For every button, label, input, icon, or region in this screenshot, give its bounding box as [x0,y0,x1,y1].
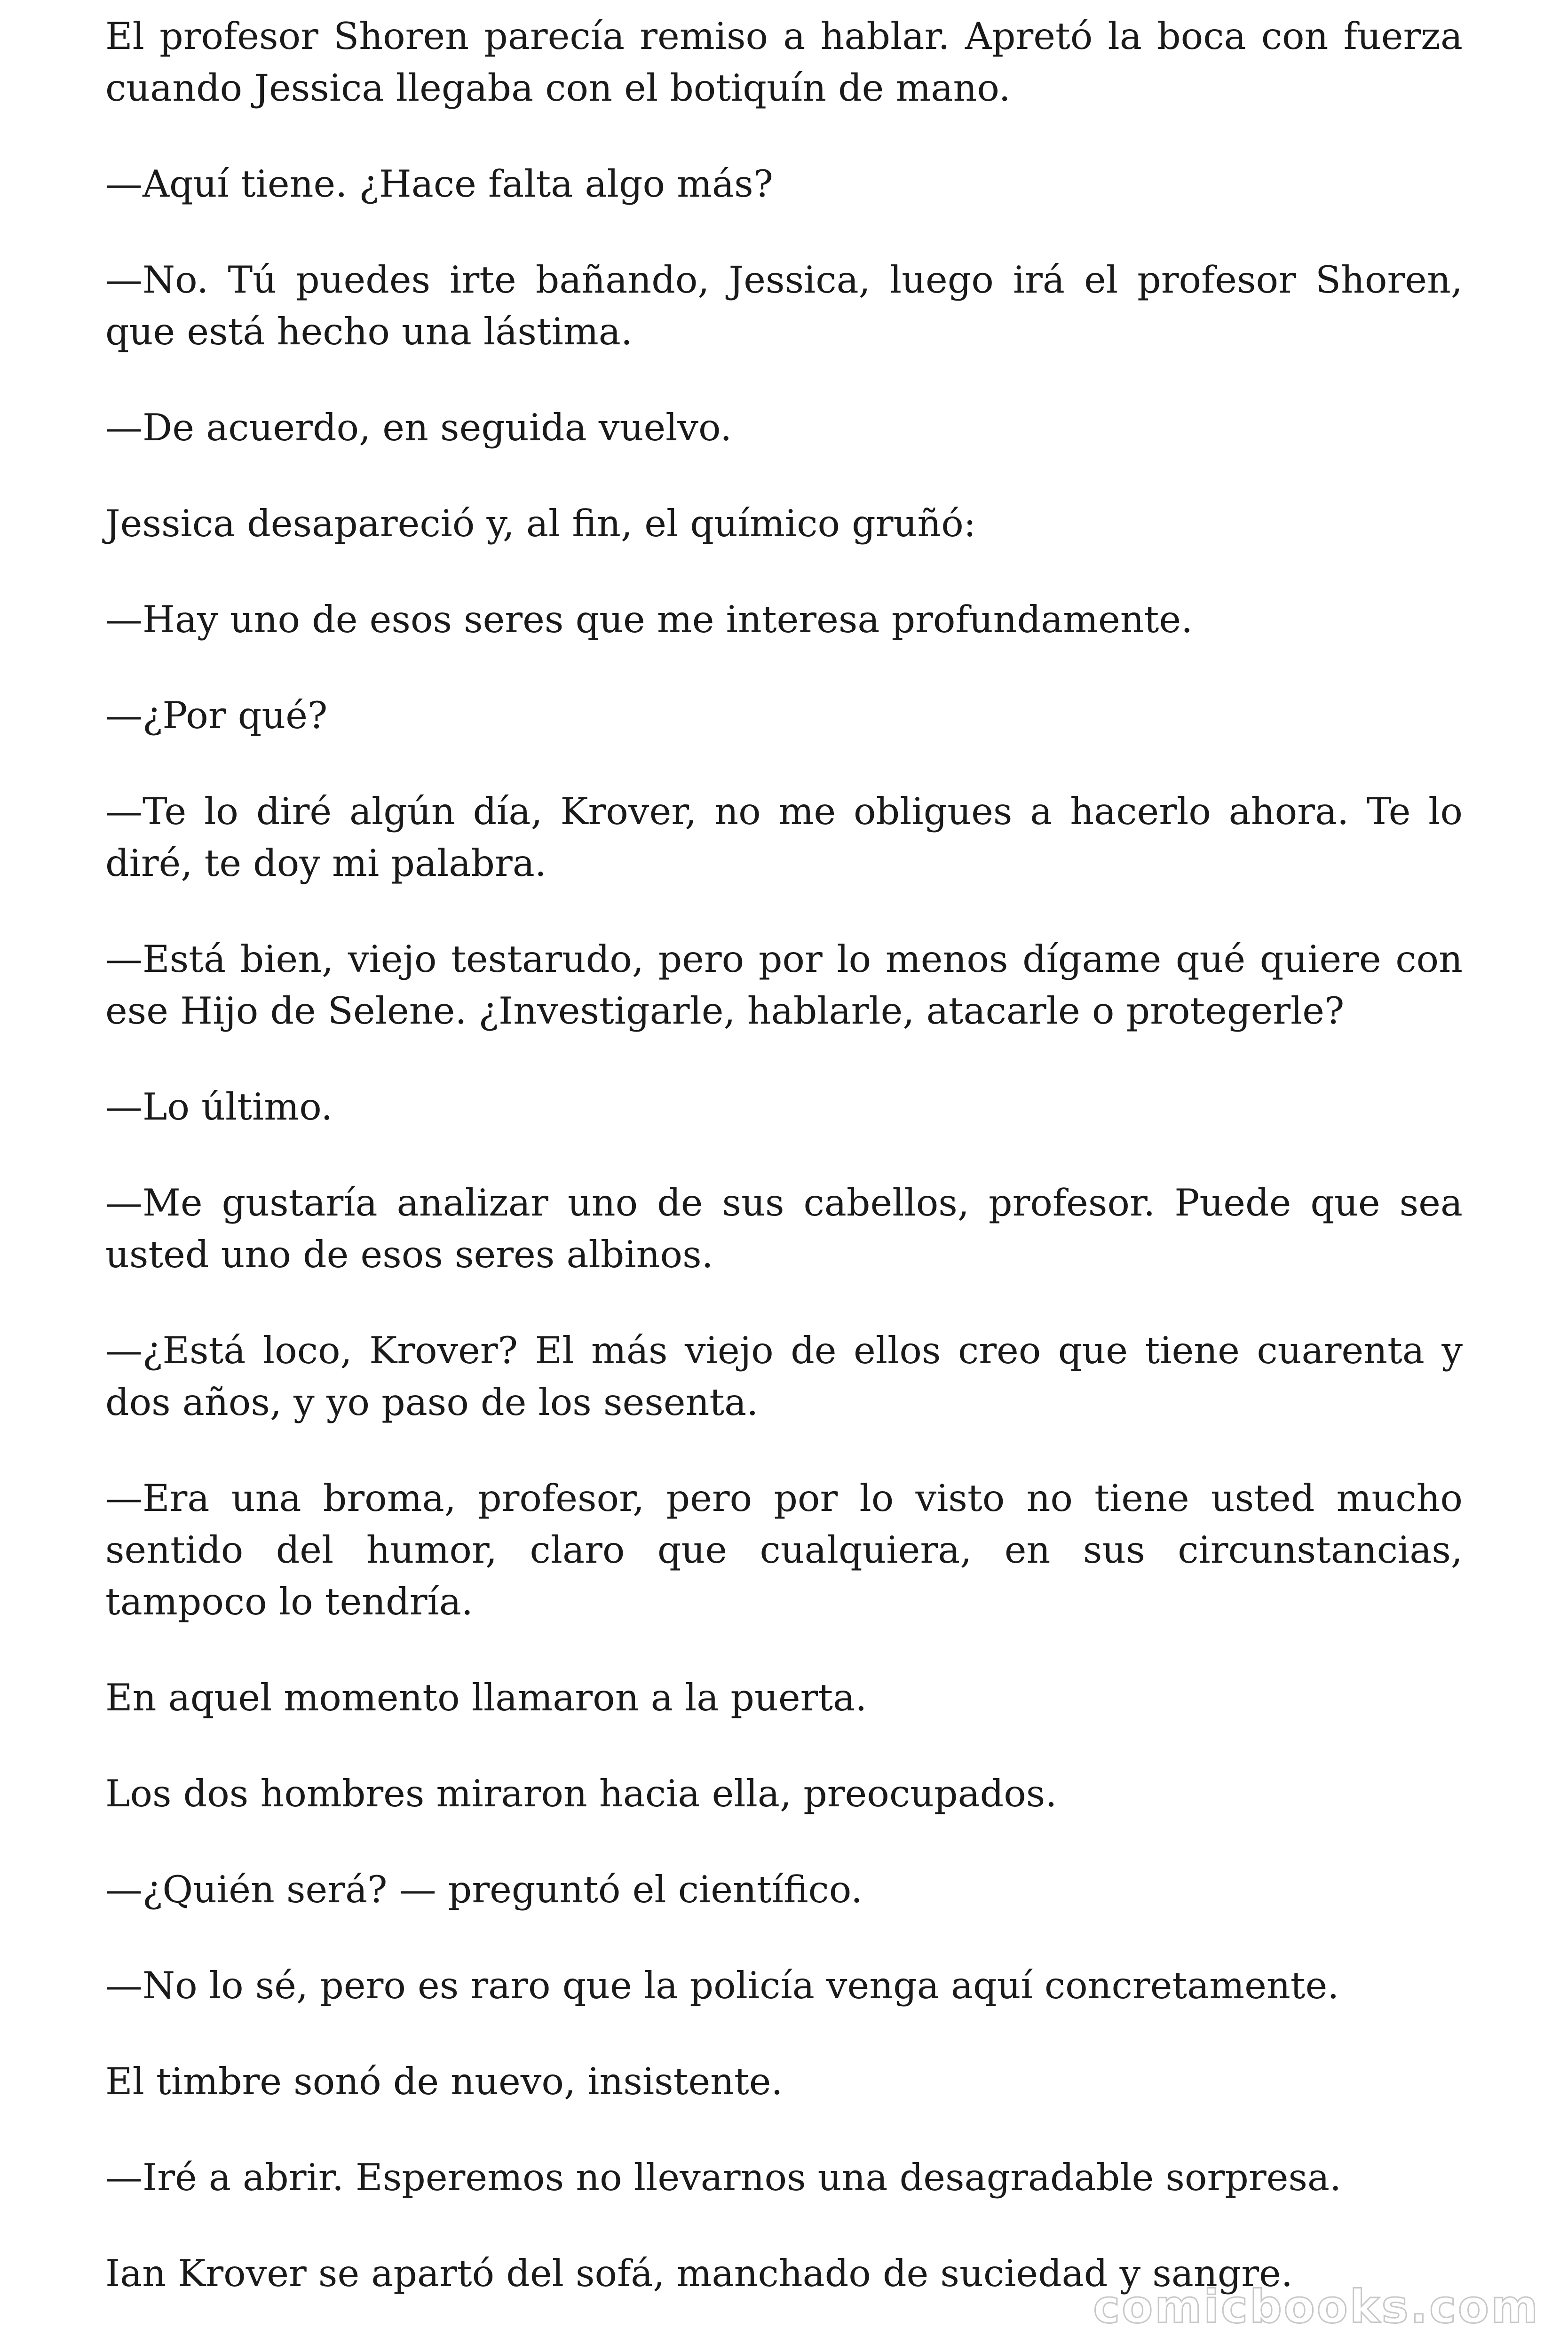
paragraph: —¿Quién será? — preguntó el científico. [105,1868,863,1911]
paragraph: En aquel momento llamaron a la puerta. [105,1676,867,1719]
paragraph: El profesor Shoren parecía remiso a hablar. Apretó la boca con fuerza cuando Jessica llegaba con el botiquín de mano. [105,15,1463,110]
paragraph: —¿Está loco, Krover? El más viejo de ellos creo que tiene cuarenta y dos años, y yo paso de los sesenta. [105,1329,1463,1424]
paragraph: —No lo sé, pero es raro que la policía venga aquí concretamente. [105,1964,1339,2007]
paragraph: —¿Por qué? [105,694,328,737]
paragraph: El timbre sonó de nuevo, insistente. [105,2060,783,2103]
body-text [105,10,1463,2344]
paragraph: —Era una broma, profesor, pero por lo visto no tiene usted mucho sentido del humor, claro que cualquiera, en sus circunstancias, tampoco lo tendría. [105,1477,1463,1623]
paragraph: Ian Krover se apartó del sofá, manchado de suciedad y sangre. [105,2252,1293,2295]
paragraph: —Hay uno de esos seres que me interesa profundamente. [105,598,1193,641]
paragraph: —Está bien, viejo testarudo, pero por lo menos dígame qué quiere con ese Hijo de Selene. ¿Investigarle, hablarle, atacarle o protegerle? [105,938,1463,1033]
paragraph: —Iré a abrir. Esperemos no llevarnos una desagradable sorpresa. [105,2156,1342,2199]
paragraph: —No. Tú puedes irte bañando, Jessica, luego irá el profesor Shoren, que está hecho una lástima. [105,258,1463,353]
paragraph: —Lo último. [105,1085,333,1128]
paragraph: —Aquí tiene. ¿Hace falta algo más? [105,162,774,206]
paragraph: —De acuerdo, en seguida vuelvo. [105,406,732,449]
paragraph: Los dos hombres miraron hacia ella, preocupados. [105,1772,1057,1815]
watermark-text: comicbooks.com [1093,2280,1540,2333]
paragraph: —Te lo diré algún día, Krover, no me obligues a hacerlo ahora. Te lo diré, te doy mi palabra. [105,790,1463,885]
paragraph: Jessica desapareció y, al fin, el químico gruñó: [105,502,976,545]
paragraph: —Me gustaría analizar uno de sus cabellos, profesor. Puede que sea usted uno de esos seres albinos. [105,1181,1463,1276]
